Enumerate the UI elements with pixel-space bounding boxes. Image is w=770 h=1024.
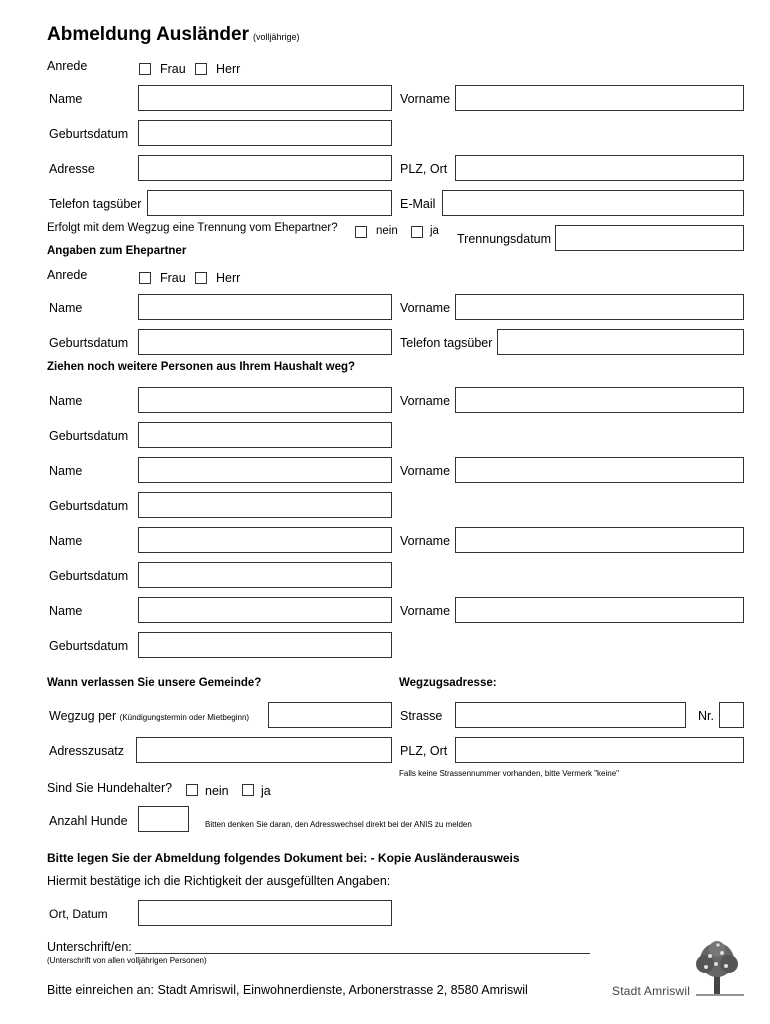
wegzug-per-label [49, 709, 249, 723]
partner-frau-label: Frau [160, 271, 186, 285]
title-note: (volljährige) [252, 32, 300, 42]
vorname-input[interactable] [455, 85, 744, 111]
person1-geburtsdatum-label: Geburtsdatum [49, 429, 129, 443]
title-text: Abmeldung Ausländer [47, 24, 249, 45]
person1-name-label: Name [49, 394, 83, 408]
partner-frau-checkbox[interactable] [139, 272, 151, 284]
frau-label: Frau [160, 62, 186, 76]
adresse-input[interactable] [138, 155, 392, 181]
partner-name-label: Name [49, 301, 83, 315]
anrede-herr-checkbox[interactable] [195, 63, 207, 75]
ort-datum-label: Ort, Datum [49, 907, 108, 921]
person3-name-input[interactable] [138, 527, 392, 553]
person3-vorname-input[interactable] [455, 527, 744, 553]
person4-geburtsdatum-input[interactable] [138, 632, 392, 658]
email-input[interactable] [442, 190, 744, 216]
hundehalter-question: Sind Sie Hundehalter? [47, 781, 173, 795]
partner-telefon-label: Telefon tagsüber [400, 336, 493, 350]
dokument-heading: Bitte legen Sie der Abmeldung folgendes Dokument bei: - Kopie Ausländerausweis [47, 851, 520, 865]
trennung-question: Erfolgt mit dem Wegzug eine Trennung vom Ehepartner? [47, 222, 338, 234]
hundehalter-nein-label: nein [205, 784, 229, 798]
person1-name-input[interactable] [138, 387, 392, 413]
anzahl-hunde-label: Anzahl Hunde [49, 814, 128, 828]
neu-plz-ort-label: PLZ, Ort [400, 744, 448, 758]
herr-label: Herr [216, 62, 241, 76]
hundehalter-ja-checkbox[interactable] [242, 784, 254, 796]
telefon-label: Telefon tagsüber [49, 197, 142, 211]
person3-name-label: Name [49, 534, 83, 548]
partner-vorname-label: Vorname [400, 301, 451, 315]
person4-geburtsdatum-label: Geburtsdatum [49, 639, 129, 653]
ehepartner-heading: Angaben zum Ehepartner [47, 245, 187, 257]
person2-vorname-label: Vorname [400, 464, 451, 478]
adresszusatz-label: Adresszusatz [49, 744, 125, 758]
footer-address: Bitte einreichen an: Stadt Amriswil, Einwohnerdienste, Arbonerstrasse 2, 8580 Amriswil [47, 983, 528, 997]
telefon-input[interactable] [147, 190, 392, 216]
name-input[interactable] [138, 85, 392, 111]
wegzug-per-text: Wegzug per [49, 709, 117, 723]
person2-geburtsdatum-label: Geburtsdatum [49, 499, 129, 513]
strasse-note: Falls keine Strassennummer vorhanden, bitte Vermerk "keine" [399, 769, 620, 778]
anrede-frau-checkbox[interactable] [139, 63, 151, 75]
person4-name-label: Name [49, 604, 83, 618]
weitere-personen-heading: Ziehen noch weitere Personen aus Ihrem Haushalt weg? [47, 361, 356, 373]
unterschrift-note: (Unterschrift von allen volljährigen Personen) [47, 956, 207, 965]
anrede-label: Anrede [47, 59, 88, 73]
unterschrift-label: Unterschrift/en: [47, 940, 132, 954]
form-title [47, 24, 300, 46]
partner-geburtsdatum-input[interactable] [138, 329, 392, 355]
wann-heading: Wann verlassen Sie unsere Gemeinde? [47, 677, 262, 689]
wegzugsadresse-heading: Wegzugsadresse: [399, 677, 497, 689]
confirm-text: Hiermit bestätige ich die Richtigkeit der ausgefüllten Angaben: [47, 874, 391, 888]
partner-anrede-label: Anrede [47, 268, 88, 282]
adresszusatz-input[interactable] [136, 737, 392, 763]
ort-datum-input[interactable] [138, 900, 392, 926]
anzahl-hunde-input[interactable] [138, 806, 189, 832]
plz-ort-label: PLZ, Ort [400, 162, 448, 176]
trennung-nein-label: nein [376, 225, 398, 237]
geburtsdatum-label: Geburtsdatum [49, 127, 129, 141]
nr-label: Nr. [698, 709, 714, 723]
trennung-nein-checkbox[interactable] [355, 226, 367, 238]
plz-ort-input[interactable] [455, 155, 744, 181]
person2-geburtsdatum-input[interactable] [138, 492, 392, 518]
hundehalter-ja-label: ja [261, 784, 271, 798]
wegzug-note: (Kündigungstermin oder Mietbeginn) [119, 713, 250, 722]
wegzug-per-input[interactable] [268, 702, 392, 728]
person1-geburtsdatum-input[interactable] [138, 422, 392, 448]
adresse-label: Adresse [49, 162, 95, 176]
strasse-input[interactable] [455, 702, 686, 728]
partner-telefon-input[interactable] [497, 329, 744, 355]
nr-input[interactable] [719, 702, 744, 728]
signature-line[interactable] [135, 952, 590, 954]
person2-name-input[interactable] [138, 457, 392, 483]
name-label: Name [49, 92, 83, 106]
strasse-label: Strasse [400, 709, 443, 723]
person1-vorname-input[interactable] [455, 387, 744, 413]
person3-geburtsdatum-label: Geburtsdatum [49, 569, 129, 583]
trennungsdatum-input[interactable] [555, 225, 744, 251]
hundehalter-nein-checkbox[interactable] [186, 784, 198, 796]
person4-vorname-input[interactable] [455, 597, 744, 623]
email-label: E-Mail [400, 197, 436, 211]
person4-vorname-label: Vorname [400, 604, 451, 618]
partner-geburtsdatum-label: Geburtsdatum [49, 336, 129, 350]
trennung-ja-checkbox[interactable] [411, 226, 423, 238]
partner-herr-checkbox[interactable] [195, 272, 207, 284]
partner-vorname-input[interactable] [455, 294, 744, 320]
anis-note: Bitten denken Sie daran, den Adresswechsel direkt bei der ANIS zu melden [205, 820, 472, 829]
trennungsdatum-label: Trennungsdatum [457, 232, 552, 246]
neu-plz-ort-input[interactable] [455, 737, 744, 763]
vorname-label: Vorname [400, 92, 451, 106]
person2-name-label: Name [49, 464, 83, 478]
person1-vorname-label: Vorname [400, 394, 451, 408]
logo-text: Stadt Amriswil [612, 984, 691, 998]
partner-name-input[interactable] [138, 294, 392, 320]
person4-name-input[interactable] [138, 597, 392, 623]
partner-herr-label: Herr [216, 271, 241, 285]
person2-vorname-input[interactable] [455, 457, 744, 483]
trennung-ja-label: ja [430, 225, 439, 237]
person3-vorname-label: Vorname [400, 534, 451, 548]
geburtsdatum-input[interactable] [138, 120, 392, 146]
person3-geburtsdatum-input[interactable] [138, 562, 392, 588]
tree-logo-icon [688, 940, 748, 998]
